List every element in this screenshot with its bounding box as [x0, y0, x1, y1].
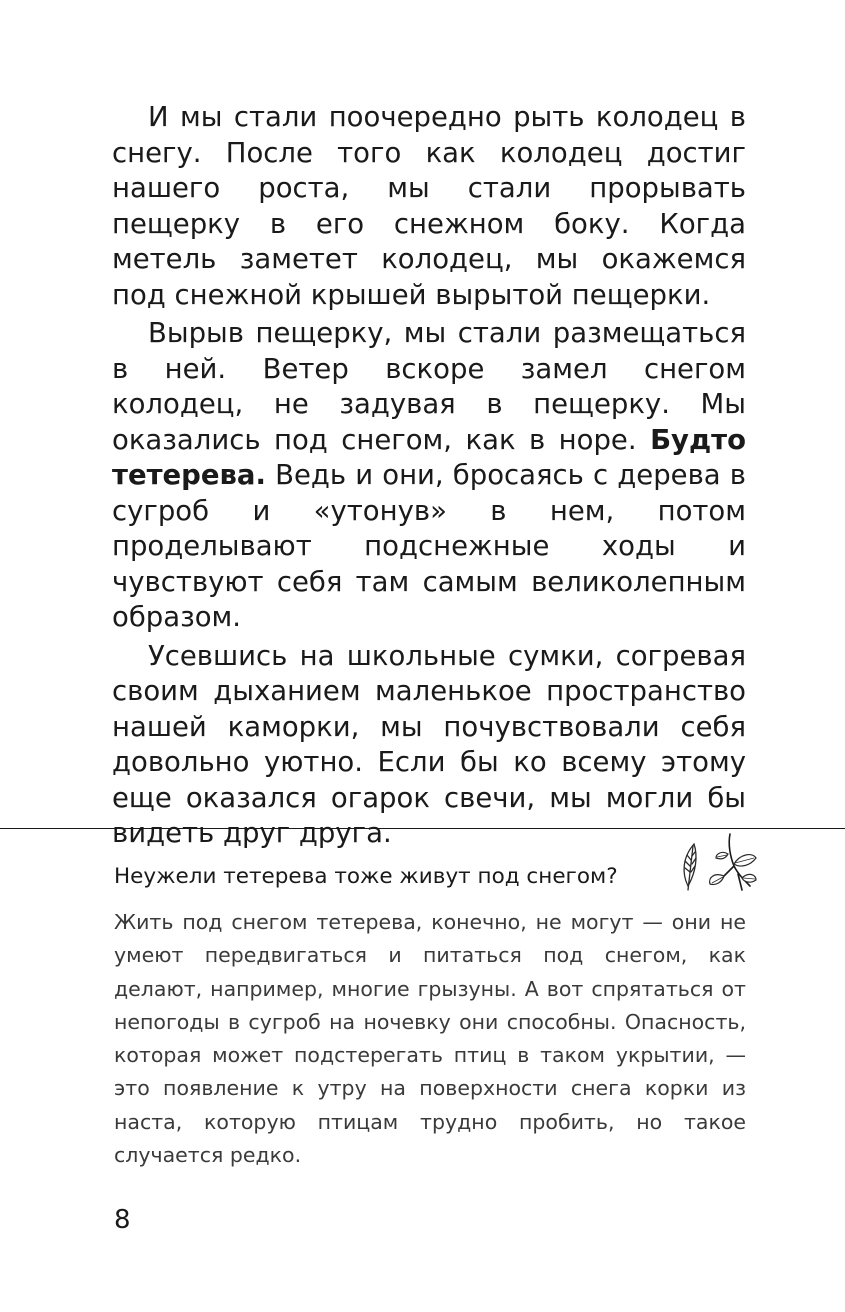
main-text [112, 100, 746, 852]
paragraph-3: Усевшись на школьные сумки, согревая своим дыханием маленькое пространство нашей каморки, мы почувствовали себя довольно уютно. Если бы ко всему этому еще оказался огарок свечи, мы могли бы видеть друг друга. [112, 639, 746, 849]
sidebar-box [114, 862, 746, 1172]
page-number: 8 [114, 1205, 131, 1235]
paragraph-2 [112, 316, 746, 636]
sidebar-question: Неужели тетерева тоже живут под снегом? [114, 864, 618, 889]
paragraph-2-end: Ведь и они, бросаясь с дерева в сугроб и «утонув» в нем, потом проделывают подснежные ходы и чувствуют себя там самым великолепным образом. [112, 459, 746, 633]
sidebar-answer: Жить под снегом тетерева, конечно, не могут — они не умеют передвигаться и питаться под снегом, как делают, например, многие грызуны. А вот спрятаться от непогоды в сугроб на ночевку они способны. Опасность, которая может подстерегать птиц в таком укрытии, — это появление к утру на поверхности снега корки из наста, которую птицам трудно пробить, но такое случается редко. [114, 910, 746, 1168]
paragraph-2-bold: Будто тетерева. [112, 423, 746, 491]
paragraph-1: И мы стали поочередно рыть колодец в снегу. После того как колодец достиг нашего роста, мы стали прорывать пещерку в его снежном боку. Когда метель заметет колодец, мы окажемся под снежной крышей вырытой пещерки. [112, 101, 746, 311]
paragraph-2-start: Вырыв пещерку, мы стали размещаться в ней. Ветер вскоре замел снегом колодец, не задувая в пещерку. Мы оказались под снегом, как в норе. [112, 317, 746, 456]
